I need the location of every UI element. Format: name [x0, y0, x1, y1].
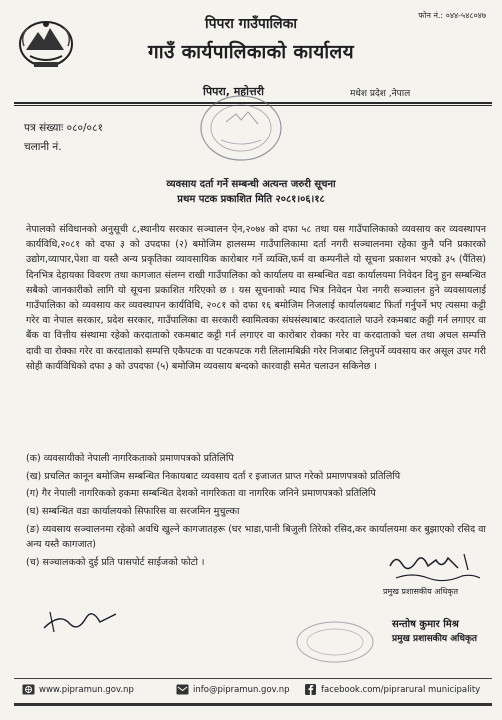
- handwritten-signature: [382, 548, 492, 584]
- facebook-link[interactable]: facebook.com/piprarural municipality: [321, 684, 481, 695]
- office-stamp: [196, 92, 286, 164]
- email-link[interactable]: info@pipramun.gov.np: [193, 684, 290, 695]
- notice-body: [26, 222, 486, 374]
- municipality-name: पिपरा गाउँपालिका: [204, 16, 297, 32]
- footer-facebook[interactable]: [304, 684, 480, 695]
- list-item: (क) व्यवसायीको नेपाली नागरिकताको प्रमाणपत्रको प्रतिलिपि: [26, 453, 234, 464]
- list-item: (ङ) व्यवसाय सञ्चालनमा रहेको अवधि खुल्ने कागजातहरू (घर भाडा,पानी बिजुली तिरेको रसिद,कर कार्यालयमा कर बुझाएको रसिद वा अन्य यस्तै कागजात): [26, 524, 486, 550]
- dispatch-number: चलानी नं.: [24, 141, 62, 153]
- signatory-title-short: प्रमुख प्रशासकीय अधिकृत: [383, 587, 459, 596]
- signatory-name: सन्तोष कुमार मिश्र: [392, 619, 459, 630]
- publication-date: प्रथम पटक प्रकाशित मिति २०८१।०६।१८: [177, 194, 325, 205]
- footer-email[interactable]: [176, 684, 290, 695]
- office-stamp: [290, 618, 380, 664]
- website-link[interactable]: www.pipramun.gov.np: [39, 684, 134, 695]
- globe-icon: [22, 684, 35, 695]
- handwritten-signature: [40, 604, 120, 636]
- notice-subject: व्यवसाय दर्ता गर्ने सम्बन्धी अत्यन्त जरुरी सूचना: [166, 179, 336, 190]
- footer-website[interactable]: [22, 684, 134, 695]
- letter-number: पत्र संख्याः ०८०/०८१: [24, 122, 103, 134]
- list-item: (ख) प्रचलित कानून बमोजिम सम्बन्धित निकायबाट व्यवसाय दर्ता र इजाजत प्राप्त गरेको प्रमाणपत्रको प्रतिलिपि: [26, 470, 401, 482]
- facebook-icon: [304, 684, 317, 695]
- footer-divider: [14, 678, 492, 679]
- list-item: (ग) गैर नेपाली नागरिकको हकमा सम्बन्धित देशको नागरिकता वा नागरिक जनिने प्रमाणपत्रको प्रतिलिपि: [26, 488, 376, 499]
- list-item: (च) सञ्चालकको दुई प्रति पासपोर्ट साईजको फोटो ।: [26, 557, 205, 568]
- email-icon: [176, 684, 189, 695]
- body-paragraph: नेपालको संविधानको अनुसूची ८,स्थानीय सरकार सञ्चालन ऐन,२०७४ को दफा ५८ तथा यस गाउँपालिकाको व्यवसाय कर व्यवस्थापन कार्यविधि,२०८१ को दफा ३ को उपदफा (२) बमोजिम हालसम्म गाउँपालिकामा दर्ता नगरी सञ्चालनमा रहेका कुनै पनि प्रकारको उद्योग,व्यापार,पेशा वा यस्तै अन्य प्रकृतिका व्यावसायिक कारोबार गर्ने व्यक्ति,फर्म वा कम्पनीले यो सूचना प्रकाशन भएको ३५ (पैंतिस) दिनभित्र देहायका विवरण तथा कागजात संलग्न राखी गाउँपालिका को कार्यालय वा सम्बन्धित वडा कार्यालयमा निवेदन दिनु हुन सम्बन्धित सबैको जानकारीको लागि यो सूचना प्रकाशित गरिएको छ । यस सूचनाको म्याद भित्र निवेदन पेश नगरी सञ्चालन हुने व्यवसायलाई गाउँपालिका को व्यवसाय कर व्यवस्थापन कार्यविधि, २०८१ को दफा १६ बमोजिम निजलाई कार्यालयबाट फिर्ता गर्नुपर्ने भए त्यसमा कट्टी गरेर वा नेपाल सरकार, प्रदेश सरकार, गाउँपालिका वा सरकारी स्वामित्वका संघसंस्थाबाट करदाताले पाउने रकमबाट कट्टी गर्न लगाएर वा बैंक वा वित्तीय संस्थामा रहेको करदाताको रकमबाट कट्टी गर्न लगाएर वा कारोबार रोक्का गरेर वा करदाताको चल तथा अचल सम्पत्ति दावी वा रोक्का गरेर वा करदाताको सम्पत्ति एकैपटक वा पटकपटक गरी लिलामबिक्री गरेर निजबाट लिनुपर्ने व्यवसाय कर असूल उपर गरी सोही कार्यविधिको दफा ३ को उपदफा (५) बमोजिम व्यवसाय बन्दको कारवाही समेत चलाउन सकिनेछ ।: [26, 224, 486, 372]
- phone-number: फोन नं.: ०४४-५४८०४७: [418, 11, 486, 20]
- local-address: पिपरा, महोत्तरी: [203, 85, 264, 98]
- list-item: (घ) सम्बन्धित वडा कार्यालयको सिफारिस वा सरजमिन मुचुल्का: [26, 505, 240, 517]
- footer-bottom-border: [14, 703, 492, 706]
- signatory-title: प्रमुख प्रशासकीय अधिकृत: [392, 634, 478, 644]
- state-address: मधेश प्रदेश ,नेपाल: [350, 89, 411, 99]
- office-name: गाउँ कार्यपालिकाको कार्यालय: [148, 41, 354, 63]
- footer: [14, 684, 492, 702]
